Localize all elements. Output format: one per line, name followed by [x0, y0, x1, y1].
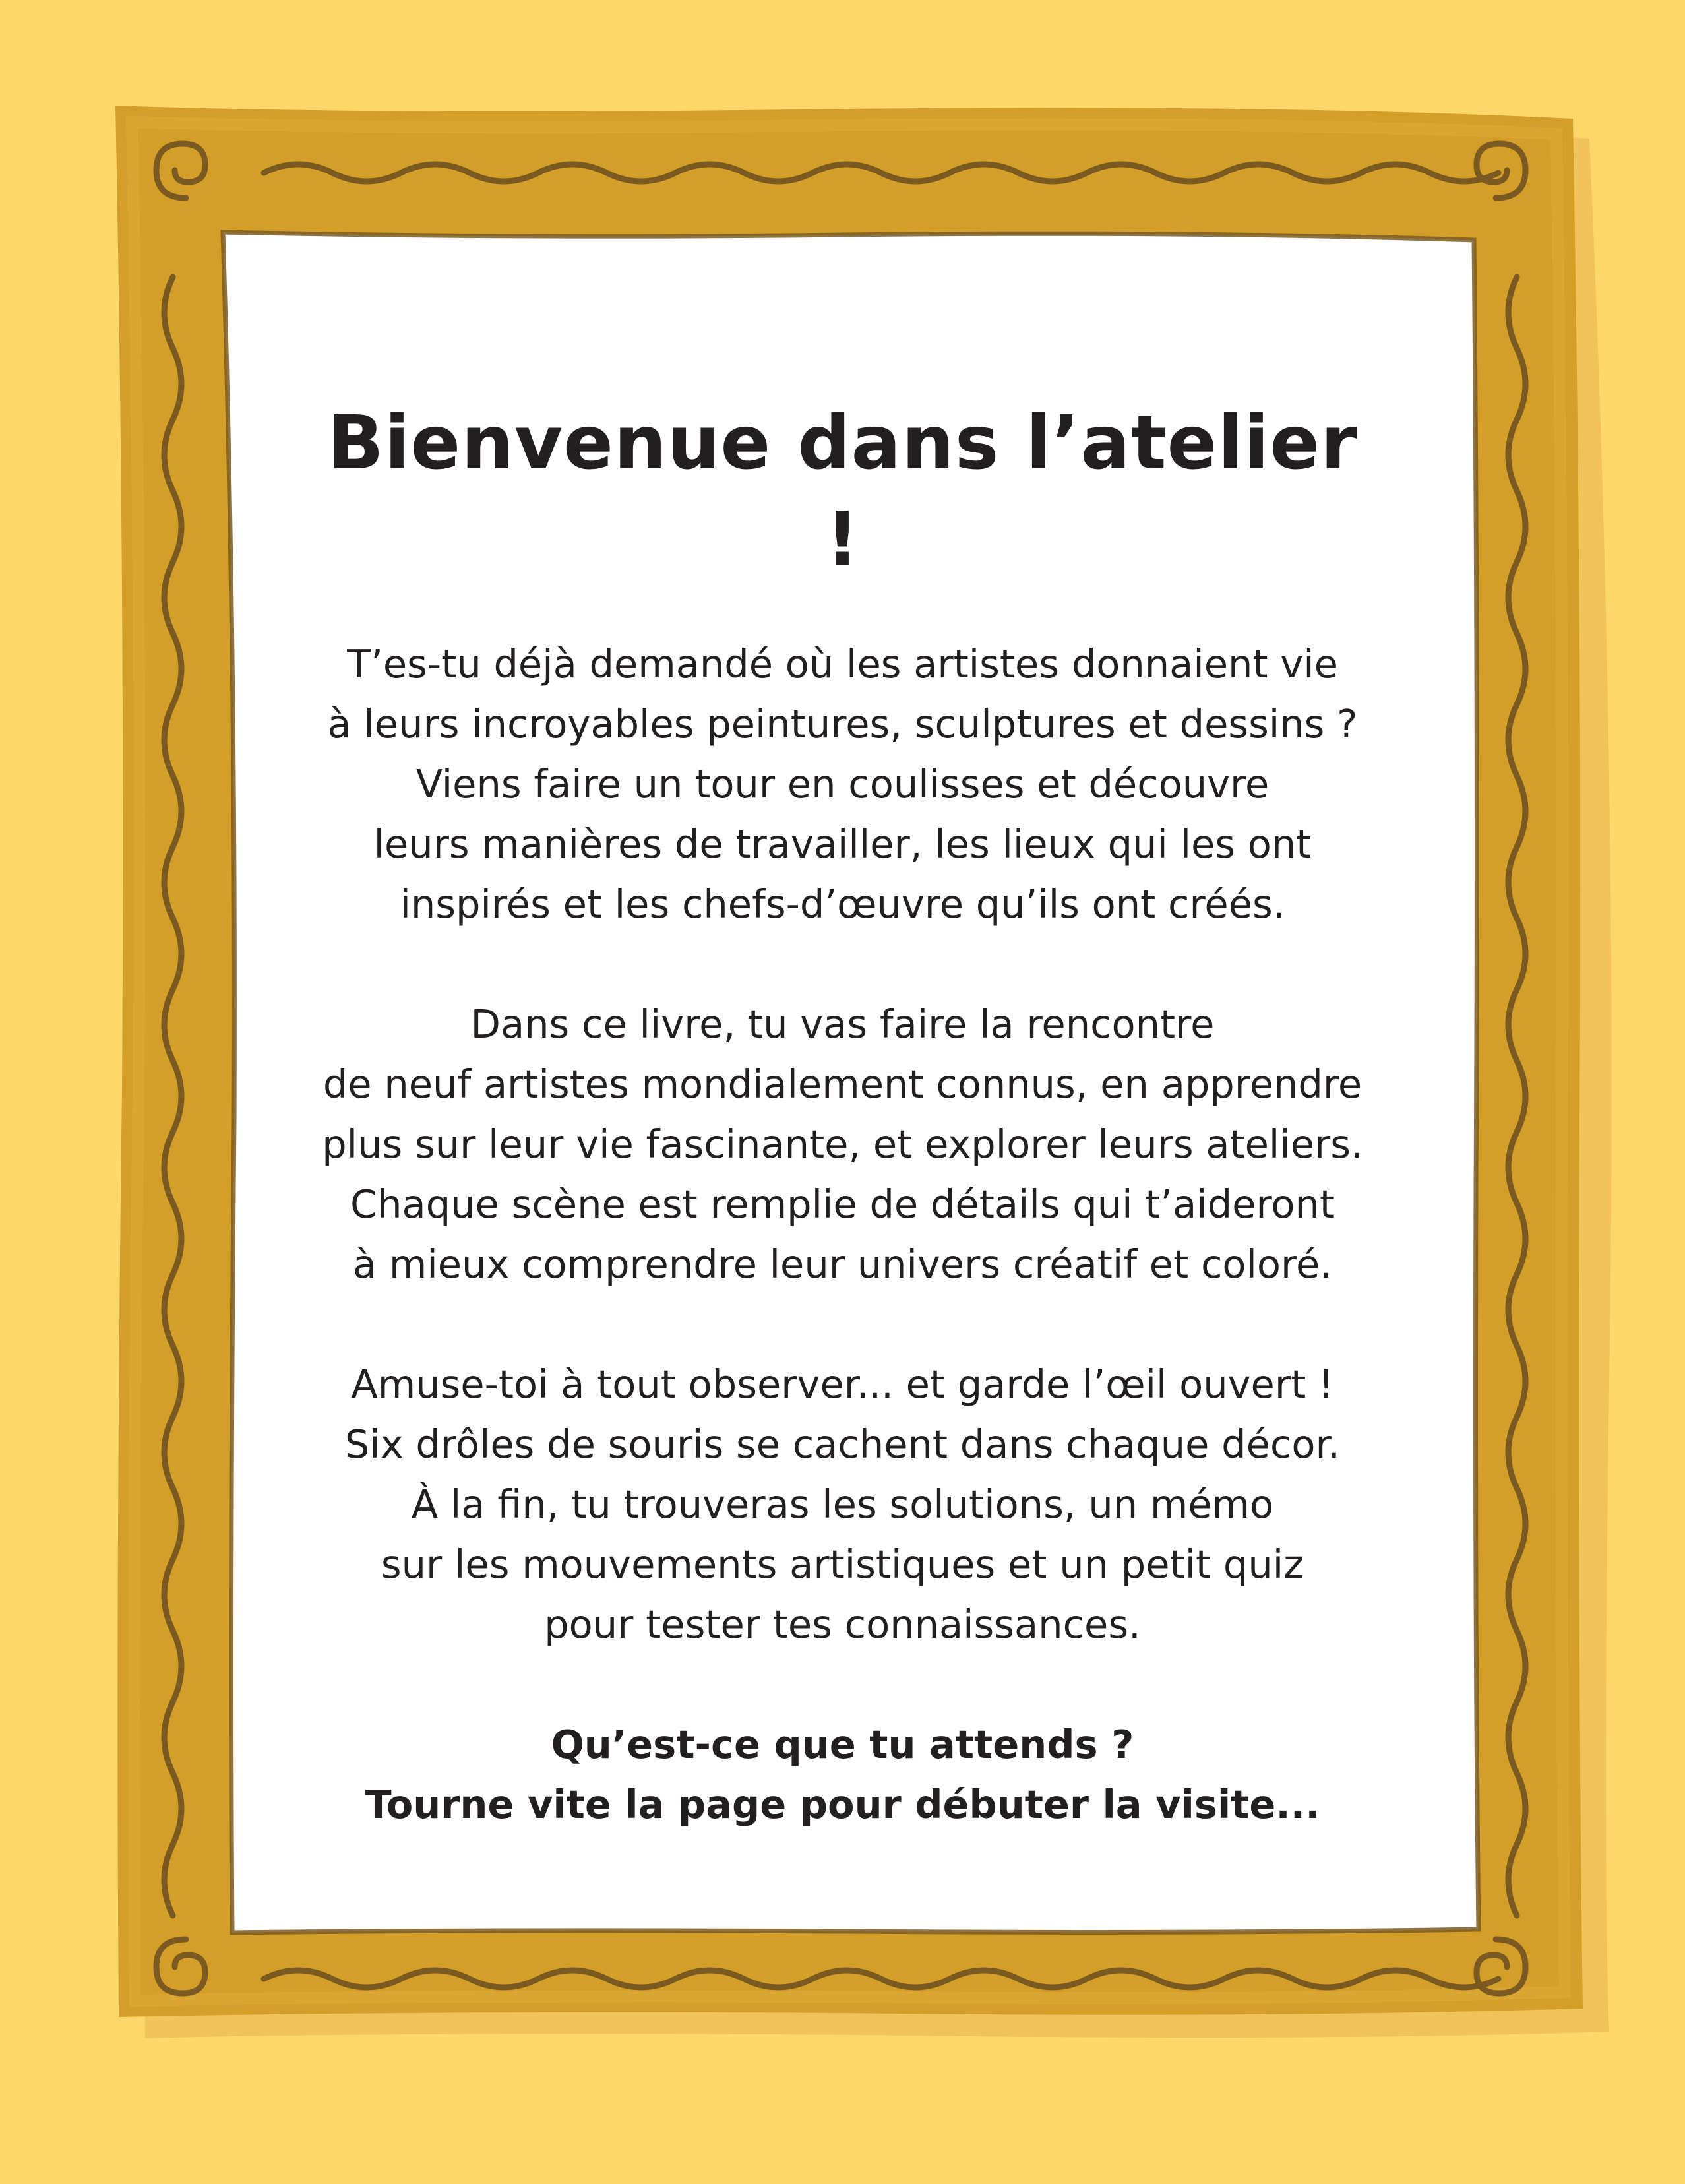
- text-line: À la fin, tu trouveras les solutions, un mémo: [411, 1482, 1274, 1528]
- page-title: Bienvenue dans l’atelier !: [327, 400, 1358, 582]
- text-line: inspirés et les chefs-d’œuvre qu’ils ont créés.: [400, 881, 1285, 927]
- text-line: plus sur leur vie fascinante, et explorer leurs ateliers.: [322, 1121, 1363, 1168]
- text-line: à leurs incroyables peintures, sculptures et dessins ?: [327, 701, 1358, 747]
- text-line: Amuse-toi à tout observer... et garde l’œil ouvert !: [351, 1361, 1334, 1408]
- closing-call-to-action: [310, 1714, 1375, 1834]
- closing-line: Tourne vite la page pour débuter la visite...: [365, 1782, 1320, 1828]
- text-line: sur les mouvements artistiques et un petit quiz: [381, 1542, 1304, 1588]
- text-line: Viens faire un tour en coulisses et découvre: [415, 761, 1270, 807]
- book-description-paragraph: [310, 994, 1375, 1294]
- text-line: à mieux comprendre leur univers créatif et coloré.: [352, 1241, 1333, 1288]
- intro-paragraph: [310, 634, 1375, 934]
- text-line: Chaque scène est remplie de détails qui t’aideront: [350, 1181, 1335, 1228]
- text-line: Dans ce livre, tu vas faire la rencontre: [470, 1001, 1215, 1047]
- text-line: T’es-tu déjà demandé où les artistes donnaient vie: [347, 641, 1338, 687]
- text-line: leurs manières de travailler, les lieux qui les ont: [373, 821, 1312, 867]
- activity-paragraph: [310, 1354, 1375, 1654]
- text-line: de neuf artistes mondialement connus, en apprendre: [322, 1061, 1363, 1108]
- closing-line: Qu’est-ce que tu attends ?: [551, 1722, 1134, 1768]
- text-line: Six drôles de souris se cachent dans chaque décor.: [344, 1421, 1341, 1468]
- text-line: pour tester tes connaissances.: [544, 1602, 1141, 1648]
- page-content: [310, 396, 1375, 1834]
